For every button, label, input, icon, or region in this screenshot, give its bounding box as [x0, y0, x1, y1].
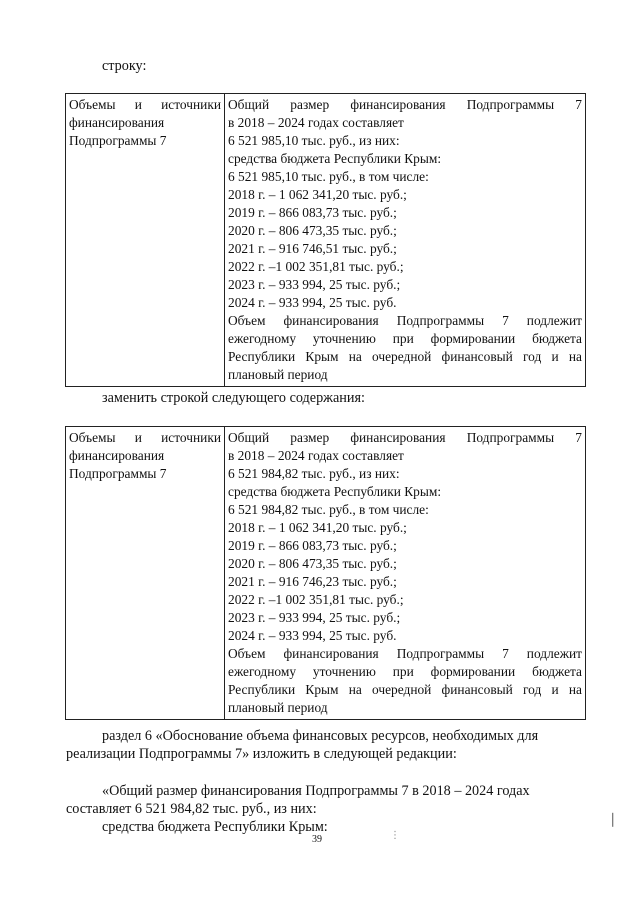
scan-mark: ⋮ — [390, 830, 400, 841]
table-old-right-line: 6 521 985,10 тыс. руб., в том числе: — [228, 169, 429, 184]
table-new-right-line: Объем финансирования Подпрограммы 7 подлежит — [228, 646, 582, 661]
table-old-right-line: Республики Крым на очередной финансовый год и на — [228, 349, 582, 364]
table-old-right-line: 2020 г. – 806 473,35 тыс. руб.; — [228, 223, 397, 238]
section-para-line2: реализации Подпрограммы 7» изложить в следующей редакции: — [66, 746, 457, 762]
table-new-right-line: плановый период — [228, 700, 328, 715]
table-new-right-line: 2024 г. – 933 994, 25 тыс. руб. — [228, 628, 397, 643]
table-new-right-line: 2020 г. – 806 473,35 тыс. руб.; — [228, 556, 397, 571]
table-old-right-line: 6 521 985,10 тыс. руб., из них: — [228, 133, 400, 148]
table-old-right-cell — [225, 94, 585, 386]
table-old-right-line: 2024 г. – 933 994, 25 тыс. руб. — [228, 295, 397, 310]
replace-label: заменить строкой следующего содержания: — [102, 390, 365, 406]
table-old-right-line: 2023 г. – 933 994, 25 тыс. руб.; — [228, 277, 401, 292]
quote-para-line3: средства бюджета Республики Крым: — [102, 819, 328, 835]
table-old-right-line: плановый период — [228, 367, 328, 382]
table-old-left-line: финансирования — [69, 115, 165, 130]
table-new-right-line: 2021 г. – 916 746,23 тыс. руб.; — [228, 574, 397, 589]
table-old-left-line: Объемы и источники — [69, 97, 221, 112]
scan-mark: ⎸ — [612, 812, 626, 828]
table-new-right-line: 2022 г. –1 002 351,81 тыс. руб.; — [228, 592, 404, 607]
table-new-right-line: 2018 г. – 1 062 341,20 тыс. руб.; — [228, 520, 407, 535]
table-new-right-line: 6 521 984,82 тыс. руб., в том числе: — [228, 502, 429, 517]
table-new-left-line: Подпрограммы 7 — [69, 466, 167, 481]
table-new-right-line: 6 521 984,82 тыс. руб., из них: — [228, 466, 400, 481]
table-old-right-line: 2018 г. – 1 062 341,20 тыс. руб.; — [228, 187, 407, 202]
table-old-right-line: 2019 г. – 866 083,73 тыс. руб.; — [228, 205, 397, 220]
table-new-left-line: финансирования — [69, 448, 165, 463]
table-new-right-line: 2019 г. – 866 083,73 тыс. руб.; — [228, 538, 397, 553]
table-new-right-line: в 2018 – 2024 годах составляет — [228, 448, 404, 463]
table-new-left-line: Объемы и источники — [69, 430, 221, 445]
table-new-right-line: 2023 г. – 933 994, 25 тыс. руб.; — [228, 610, 401, 625]
table-old — [65, 93, 586, 387]
quote-para-line2: составляет 6 521 984,82 тыс. руб., из них: — [66, 801, 317, 817]
table-old-right-line: ежегодному уточнению при формировании бюджета — [228, 331, 582, 346]
table-new-left-cell — [66, 427, 225, 719]
table-old-right-line: 2022 г. –1 002 351,81 тыс. руб.; — [228, 259, 404, 274]
table-new-right-line: ежегодному уточнению при формировании бюджета — [228, 664, 582, 679]
table-old-right-line: средства бюджета Республики Крым: — [228, 151, 442, 166]
table-new-right-line: средства бюджета Республики Крым: — [228, 484, 442, 499]
table-new-right-cell — [225, 427, 585, 719]
table-new-right-line: Республики Крым на очередной финансовый год и на — [228, 682, 582, 697]
table-old-left-cell — [66, 94, 225, 386]
table-old-right-line: 2021 г. – 916 746,51 тыс. руб.; — [228, 241, 397, 256]
intro-label: строку: — [102, 58, 147, 74]
table-old-right-line: в 2018 – 2024 годах составляет — [228, 115, 404, 130]
table-old-right-line: Объем финансирования Подпрограммы 7 подлежит — [228, 313, 582, 328]
table-old-right-line: Общий размер финансирования Подпрограммы 7 — [228, 97, 582, 112]
table-new — [65, 426, 586, 720]
table-old-left-line: Подпрограммы 7 — [69, 133, 167, 148]
quote-para-line1: «Общий размер финансирования Подпрограммы 7 в 2018 – 2024 годах — [102, 783, 530, 799]
table-new-right-line: Общий размер финансирования Подпрограммы 7 — [228, 430, 582, 445]
page-number: 39 — [312, 834, 322, 845]
section-para-line1: раздел 6 «Обоснование объема финансовых ресурсов, необходимых для — [102, 728, 539, 744]
